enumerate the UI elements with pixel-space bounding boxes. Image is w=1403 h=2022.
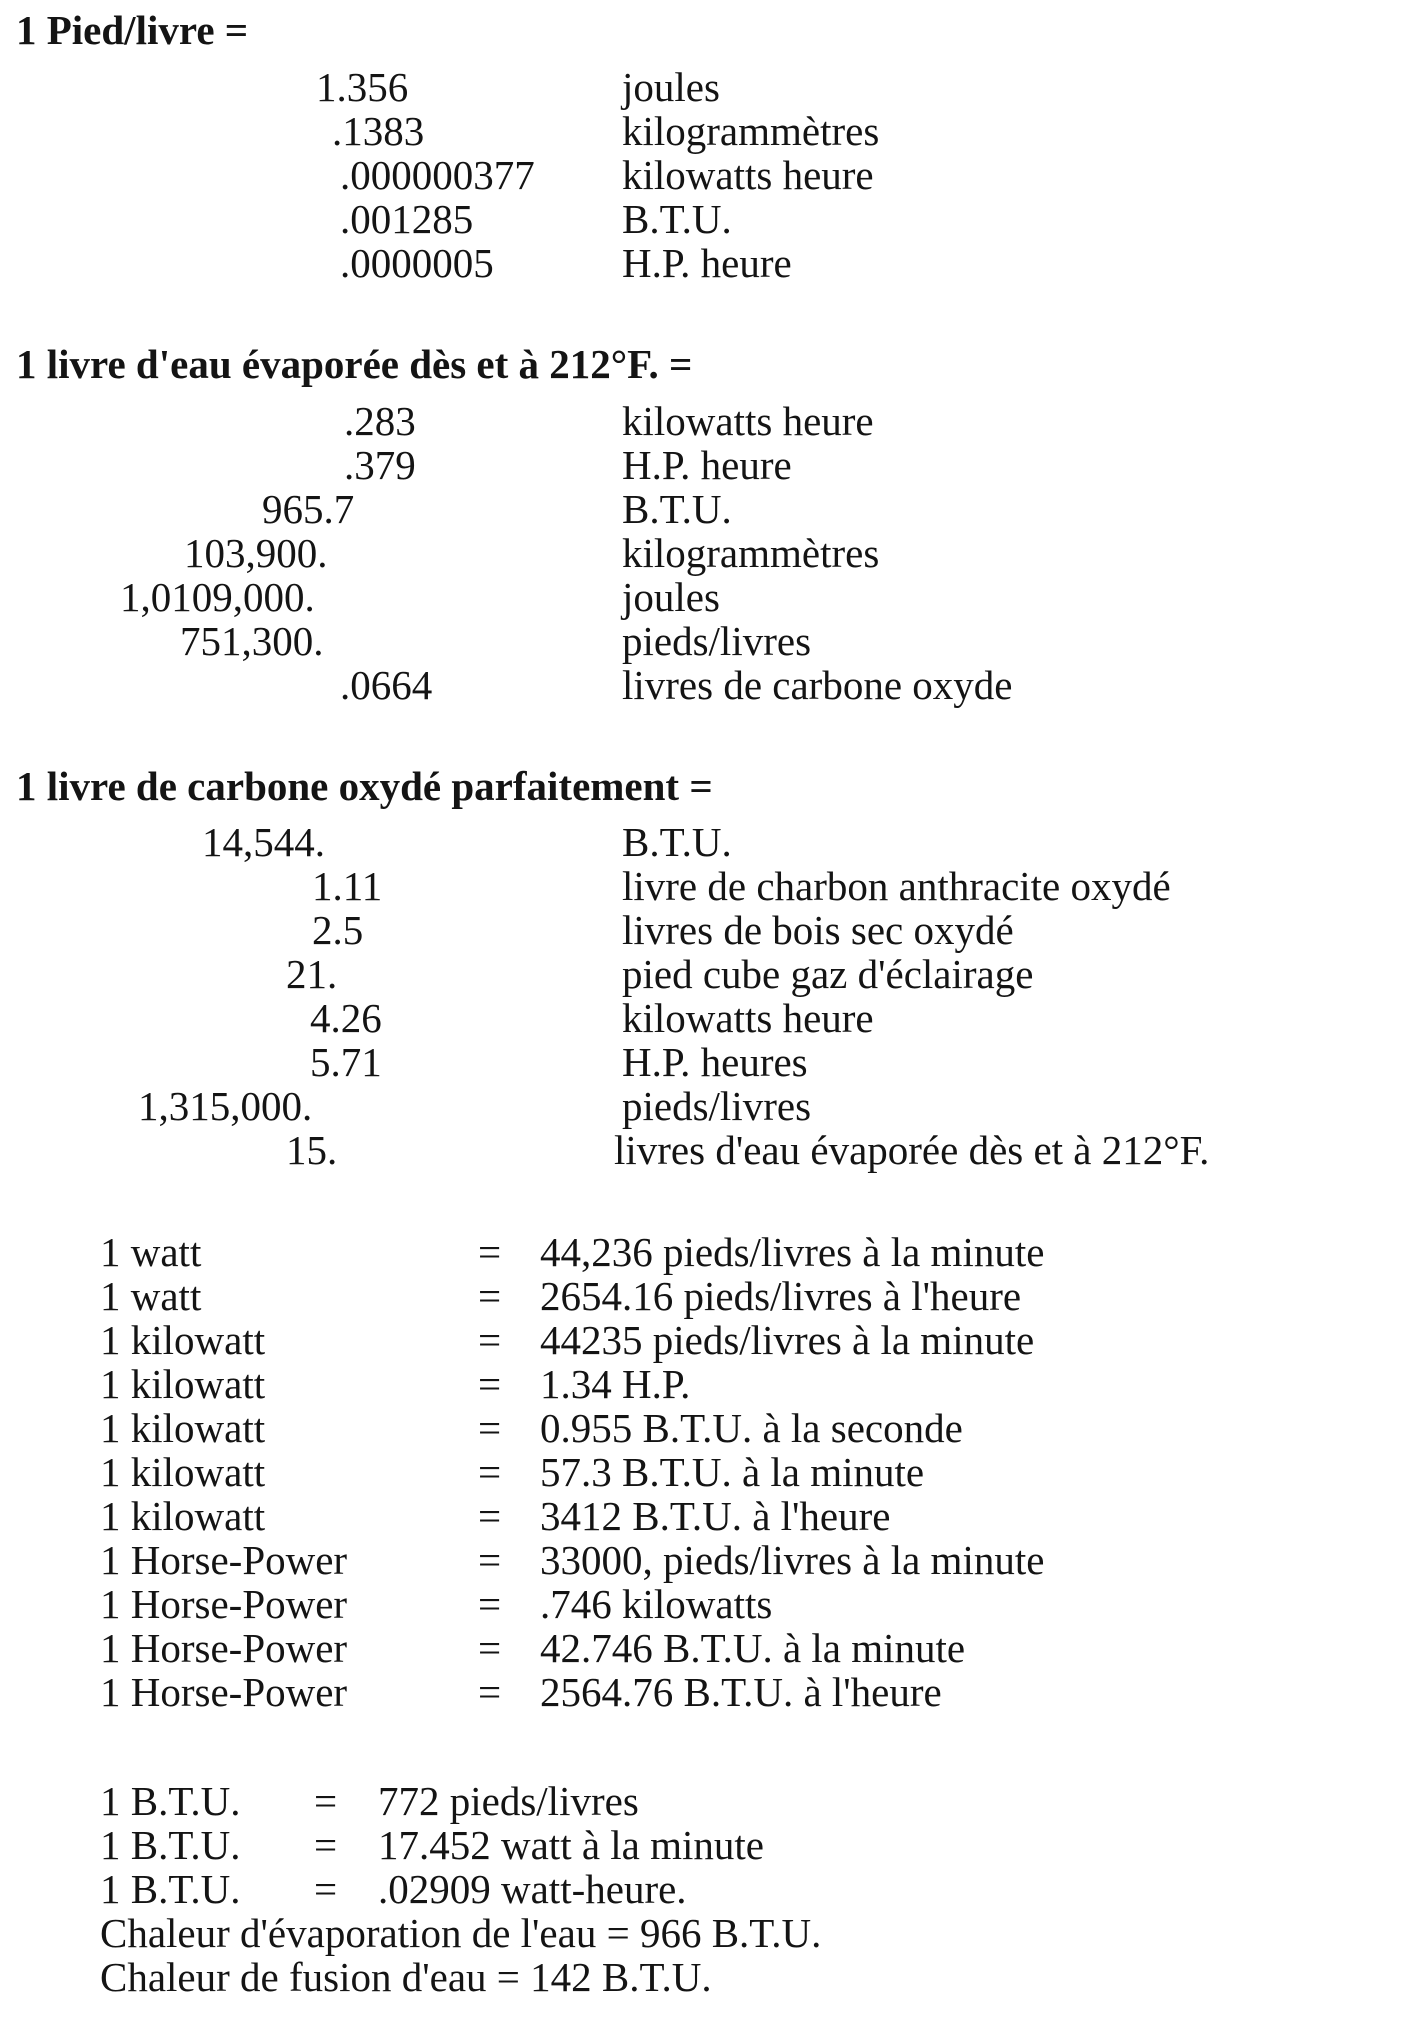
equivalence-lhs: 1 kilowatt [100,1317,266,1363]
conversion-unit: H.P. heure [622,240,792,286]
conversion-row [0,109,1403,153]
conversion-value: 103,900. [184,530,328,576]
equals-sign: = [314,1866,338,1912]
conversion-unit: livre de charbon anthracite oxydé [622,863,1171,909]
conversion-row [0,153,1403,197]
conversion-row [0,864,1403,908]
equivalence-row [0,1230,1403,1274]
btu-lhs: 1 B.T.U. [100,1822,241,1868]
conversion-value: .283 [344,398,416,444]
conversion-row [0,487,1403,531]
conversion-value: 15. [286,1127,338,1173]
conversion-value: 2.5 [312,907,364,953]
equivalence-row [0,1274,1403,1318]
conversion-unit: pieds/livres [622,618,812,664]
equivalence-row [0,1318,1403,1362]
equivalence-lhs: 1 Horse-Power [100,1581,348,1627]
conversion-unit: livres d'eau évaporée dès et à 212°F. [614,1127,1210,1173]
section-heading-livre-eau: 1 livre d'eau évaporée dès et à 212°F. = [16,341,693,387]
equivalence-rhs: 44235 pieds/livres à la minute [540,1317,1035,1363]
equals-sign: = [478,1581,502,1627]
conversion-value: 965.7 [262,486,355,532]
conversion-row [0,996,1403,1040]
equivalence-row [0,1450,1403,1494]
conversion-value: .1383 [332,108,425,154]
conversion-row [0,1040,1403,1084]
equals-sign: = [478,1273,502,1319]
equals-sign: = [314,1822,338,1868]
conversion-value: 5.71 [310,1039,382,1085]
conversion-unit: kilogrammètres [622,530,880,576]
equivalence-lhs: 1 kilowatt [100,1361,266,1407]
equivalence-row [0,1538,1403,1582]
conversion-row [0,663,1403,707]
conversion-unit: livres de bois sec oxydé [622,907,1014,953]
equivalence-rhs: 57.3 B.T.U. à la minute [540,1449,925,1495]
conversion-value: 1.356 [316,64,409,110]
btu-lhs: 1 B.T.U. [100,1866,241,1912]
equivalence-lhs: 1 kilowatt [100,1449,266,1495]
conversion-row [0,399,1403,443]
equals-sign: = [478,1625,502,1671]
equivalence-rhs: 3412 B.T.U. à l'heure [540,1493,891,1539]
conversion-unit: joules [622,574,720,620]
conversion-row [0,952,1403,996]
equivalence-rhs: 2564.76 B.T.U. à l'heure [540,1669,942,1715]
equals-sign: = [478,1537,502,1583]
btu-rhs: 772 pieds/livres [378,1778,639,1824]
conversion-value: .001285 [340,196,474,242]
conversion-value: 4.26 [310,995,382,1041]
equals-sign: = [478,1669,502,1715]
conversion-row [0,531,1403,575]
equivalence-lhs: 1 watt [100,1273,202,1319]
conversion-value: 751,300. [180,618,324,664]
equivalence-rhs: 33000, pieds/livres à la minute [540,1537,1045,1583]
equals-sign: = [478,1317,502,1363]
conversion-row [0,443,1403,487]
equivalence-lhs: 1 kilowatt [100,1405,266,1451]
equals-sign: = [478,1229,502,1275]
conversion-value: 14,544. [202,819,325,865]
equivalence-row [0,1362,1403,1406]
conversion-unit: kilogrammètres [622,108,880,154]
equivalence-row [0,1626,1403,1670]
conversion-unit: kilowatts heure [622,152,874,198]
section-heading-carbone: 1 livre de carbone oxydé parfaitement = [16,763,713,809]
heat-evaporation-line: Chaleur d'évaporation de l'eau = 966 B.T.U. [100,1910,822,1956]
equivalence-row [0,1494,1403,1538]
conversion-value: .379 [344,442,416,488]
btu-lhs: 1 B.T.U. [100,1778,241,1824]
btu-row [0,1867,1403,1911]
equals-sign: = [478,1493,502,1539]
equals-sign: = [314,1778,338,1824]
conversion-unit: H.P. heures [622,1039,808,1085]
conversion-value: 1,315,000. [138,1083,313,1129]
conversion-value: 1.11 [312,863,383,909]
conversion-row [0,575,1403,619]
btu-row [0,1779,1403,1823]
btu-rhs: .02909 watt-heure. [378,1866,687,1912]
conversion-row [0,908,1403,952]
conversion-unit: pieds/livres [622,1083,812,1129]
equals-sign: = [478,1361,502,1407]
conversion-row [0,241,1403,285]
equivalence-row [0,1582,1403,1626]
conversion-row [0,619,1403,663]
equals-sign: = [478,1405,502,1451]
conversion-unit: pied cube gaz d'éclairage [622,951,1034,997]
conversion-unit: kilowatts heure [622,398,874,444]
equivalence-lhs: 1 kilowatt [100,1493,266,1539]
conversion-value: .0000005 [340,240,494,286]
conversion-row [0,1128,1403,1172]
conversion-unit: kilowatts heure [622,995,874,1041]
equivalence-rhs: 0.955 B.T.U. à la seconde [540,1405,963,1451]
btu-row [0,1823,1403,1867]
conversion-unit: joules [622,64,720,110]
equivalence-rhs: 44,236 pieds/livres à la minute [540,1229,1045,1275]
conversion-row [0,65,1403,109]
section-heading-pied-livre: 1 Pied/livre = [16,7,249,53]
heat-fusion-line: Chaleur de fusion d'eau = 142 B.T.U. [100,1954,712,2000]
conversion-unit: B.T.U. [622,196,732,242]
conversion-value: 21. [286,951,338,997]
equivalence-rhs: 1.34 H.P. [540,1361,691,1407]
conversion-unit: livres de carbone oxyde [622,662,1013,708]
equivalence-row [0,1406,1403,1450]
btu-rhs: 17.452 watt à la minute [378,1822,764,1868]
conversion-row [0,1084,1403,1128]
equivalence-lhs: 1 Horse-Power [100,1625,348,1671]
equivalence-lhs: 1 Horse-Power [100,1669,348,1715]
conversion-value: .000000377 [340,152,535,198]
conversion-row [0,820,1403,864]
conversion-unit: B.T.U. [622,486,732,532]
conversion-unit: H.P. heure [622,442,792,488]
conversion-value: .0664 [340,662,433,708]
conversion-unit: B.T.U. [622,819,732,865]
conversion-value: 1,0109,000. [120,574,315,620]
equivalence-rhs: 2654.16 pieds/livres à l'heure [540,1273,1022,1319]
equivalence-lhs: 1 Horse-Power [100,1537,348,1583]
conversion-row [0,197,1403,241]
equivalence-rhs: .746 kilowatts [540,1581,773,1627]
equals-sign: = [478,1449,502,1495]
equivalence-rhs: 42.746 B.T.U. à la minute [540,1625,966,1671]
equivalence-row [0,1670,1403,1714]
equivalence-lhs: 1 watt [100,1229,202,1275]
